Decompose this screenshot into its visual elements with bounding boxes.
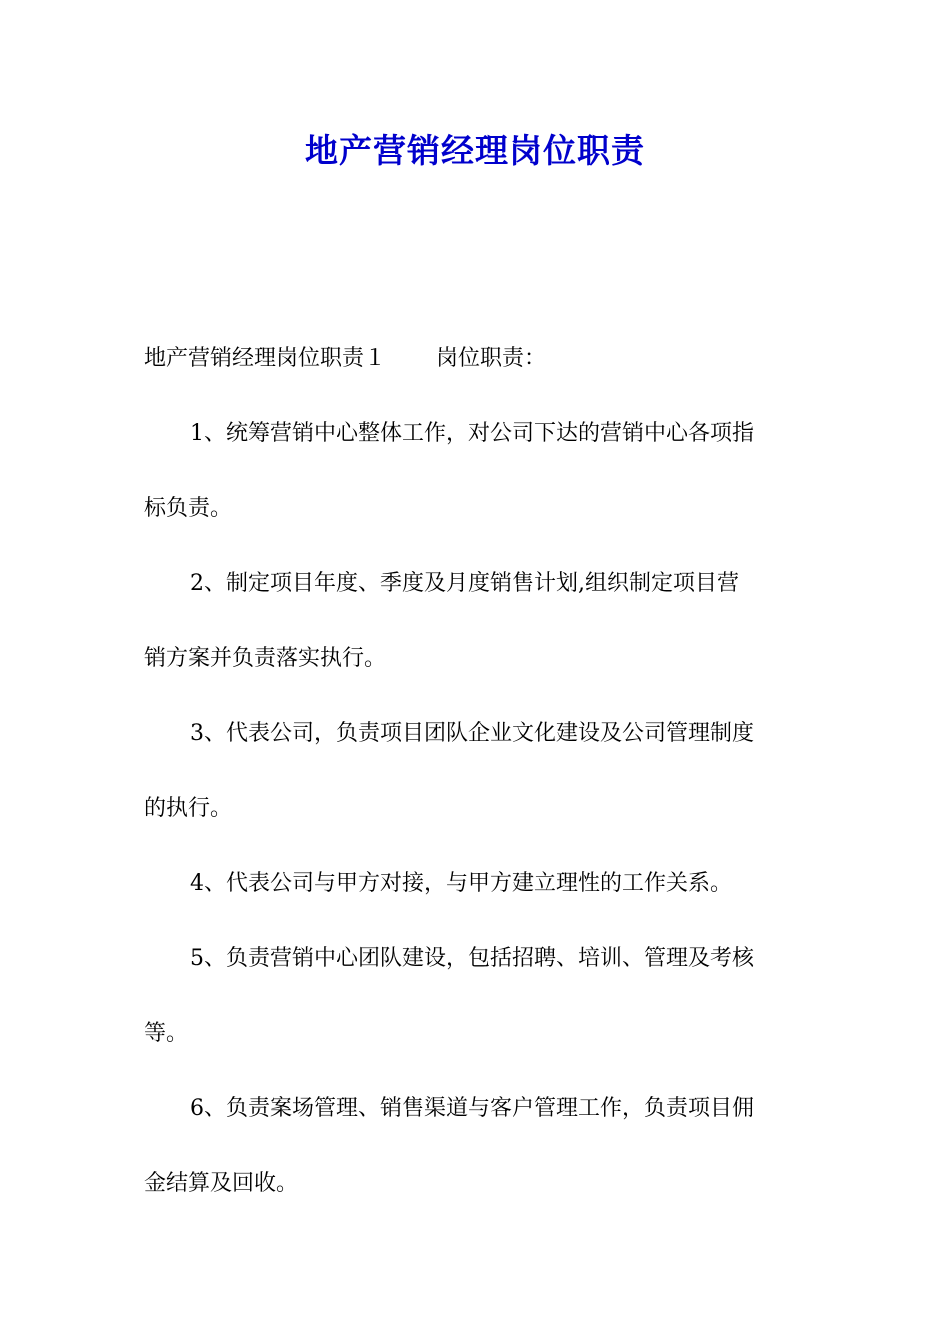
document-title: 地产营销经理岗位职责 (305, 131, 645, 170)
duty-item-line: 销方案并负责落实执行。 (144, 646, 387, 671)
duty-item-3 (144, 715, 810, 827)
duty-item-line: 3、代表公司，负责项目团队企业文化建设及公司管理制度 (190, 721, 754, 746)
duty-item-line: 2、制定项目年度、季度及月度销售计划,组织制定项目营 (190, 571, 739, 596)
duty-item-line: 1、统筹营销中心整体工作，对公司下达的营销中心各项指 (190, 421, 754, 446)
section-label: 岗位职责： (436, 346, 547, 371)
document-body (144, 340, 810, 1240)
section-heading-line (144, 340, 810, 377)
duty-item-2 (144, 565, 810, 677)
section-heading: 地产营销经理岗位职责１ (144, 346, 387, 371)
duty-item-line: 的执行。 (144, 796, 233, 821)
duty-item-line: 标负责。 (144, 496, 233, 521)
duty-item-5 (144, 940, 810, 1052)
duty-item-line: 金结算及回收。 (144, 1171, 299, 1196)
duty-item-6 (144, 1090, 810, 1202)
duty-item-line: 5、负责营销中心团队建设，包括招聘、培训、管理及考核 (190, 946, 754, 971)
duty-item-1 (144, 415, 810, 527)
duty-item-line: 4、代表公司与甲方对接，与甲方建立理性的工作关系。 (190, 871, 732, 896)
duty-item-line: 6、负责案场管理、销售渠道与客户管理工作，负责项目佣 (190, 1096, 754, 1121)
duty-item-line: 等。 (144, 1021, 189, 1046)
duty-item-4 (144, 865, 810, 902)
